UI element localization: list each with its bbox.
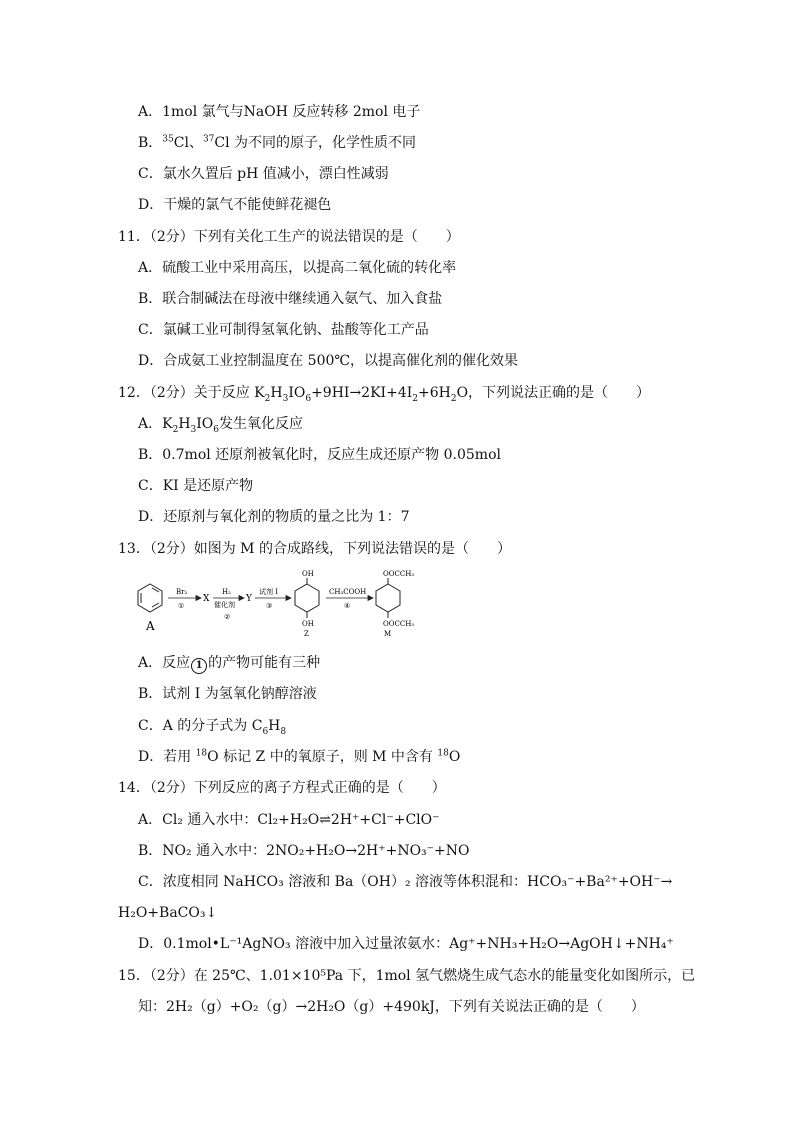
q11-stem: 11．（2分）下列有关化工生产的说法错误的是（ ） [118,229,460,245]
q14-option-c-continued: H₂O+BaCO₃↓ [118,905,218,921]
q12-option-d: D．还原剂与氧化剂的物质的量之比为 1：7 [138,509,410,525]
q12-option-b: B．0.7mol 还原剂被氧化时，反应生成还原产物 0.05mol [138,447,501,463]
q13-stem: 13．（2分）如图为 M 的合成路线，下列说法错误的是（ ） [118,541,511,557]
q11-option-b: B．联合制碱法在母液中继续通入氨气、加入食盐 [138,291,443,307]
q14-option-a: A．Cl₂ 通入水中：Cl₂+H₂O⇌2H⁺+Cl⁻+ClO⁻ [138,812,440,828]
q14-stem: 14．（2分）下列反应的离子方程式正确的是（ ） [118,780,446,796]
m-ester-bottom: OOCCH₃ [383,620,415,628]
reagent-2: H₂ [222,588,231,596]
step-2: ② [224,613,231,621]
q12-stem: 12．（2分）关于反应 $K_2H_3IO_6+9HI\to 2KI+4I_2+6H_2O$，下列说法正确的是（ ） [118,385,651,404]
q13-option-a: A．反应 1 的产物可能有三种 [138,653,320,674]
q13-option-d: D．若用 $^{18}$O 标记 Z 中的氧原子，则 M 中含有 $^{18}$O [138,748,461,765]
step-3: ③ [266,602,273,610]
q12-option-a: A．$K_2H_3IO_6$发生氧化反应 [138,416,304,435]
compound-x: X [203,594,210,604]
q10-option-a: A．1mol 氯气与NaOH 反应转移 2mol 电子 [138,104,421,120]
synthesis-route-diagram [128,568,428,640]
q10-option-d: D．干燥的氯气不能使鲜花褪色 [138,197,332,213]
compound-m-structure [376,578,400,618]
q11-option-d: D．合成氨工业控制温度在 500℃，以提高催化剂的催化效果 [138,353,519,369]
q12-option-c: C．KI 是还原产物 [138,478,254,494]
z-oh-top: OH [302,570,314,578]
q15-stem: 15．（2分）在 25℃、1.01×10⁵Pa 下，1mol 氢气燃烧生成气态水的能量变化如图所示，已 [118,968,696,984]
q15-stem-continued: 知：2H₂（g）+O₂（g）→2H₂O（g）+490kJ，下列有关说法正确的是（ ） [138,999,645,1015]
q11-option-c: C．氯碱工业可制得氢氧化钠、盐酸等化工产品 [138,322,429,338]
q14-option-d: D．0.1mol•L⁻¹AgNO₃ 溶液中加入过量浓氨水：Ag⁺+NH₃+H₂O→AgOH↓+NH₄⁺ [138,936,674,952]
compound-z-structure [295,578,319,618]
benzene-structure [138,584,162,612]
q14-option-c: C．浓度相同 NaHCO₃ 溶液和 Ba（OH）₂ 溶液等体积混和：HCO₃⁻+Ba²⁺+OH⁻→ [138,874,673,890]
q13-option-c: C．A 的分子式为 $C_6H_8$ [138,718,287,737]
q10-option-c: C．氯水久置后 pH 值减小，漂白性减弱 [138,166,389,182]
m-ester-top: OOCCH₃ [383,570,415,578]
z-oh-bottom: OH [302,620,314,628]
q10-option-b: B．$^{35}$Cl、$^{37}$Cl 为不同的原子，化学性质不同 [138,134,417,151]
step-1: ① [178,602,185,610]
q14-option-b: B．NO₂ 通入水中：2NO₂+H₂O→2H⁺+NO₃⁻+NO [138,843,470,859]
compound-m: M [384,630,392,638]
reagent-4: CH₃COOH [329,588,367,596]
compound-z: Z [304,630,309,638]
reagent-3: 试剂 I [259,588,278,596]
circled-one-marker: 1 [191,658,207,674]
label-a: A [146,619,155,633]
step-4: ④ [344,602,351,610]
catalyst-label: 催化剂 [214,601,235,609]
q11-option-a: A．硫酸工业中采用高压，以提高二氧化硫的转化率 [138,260,457,276]
reagent-1: Br₂ [176,588,188,596]
compound-y: Y [246,594,252,604]
q13-option-b: B．试剂 I 为氢氧化钠醇溶液 [138,686,317,702]
